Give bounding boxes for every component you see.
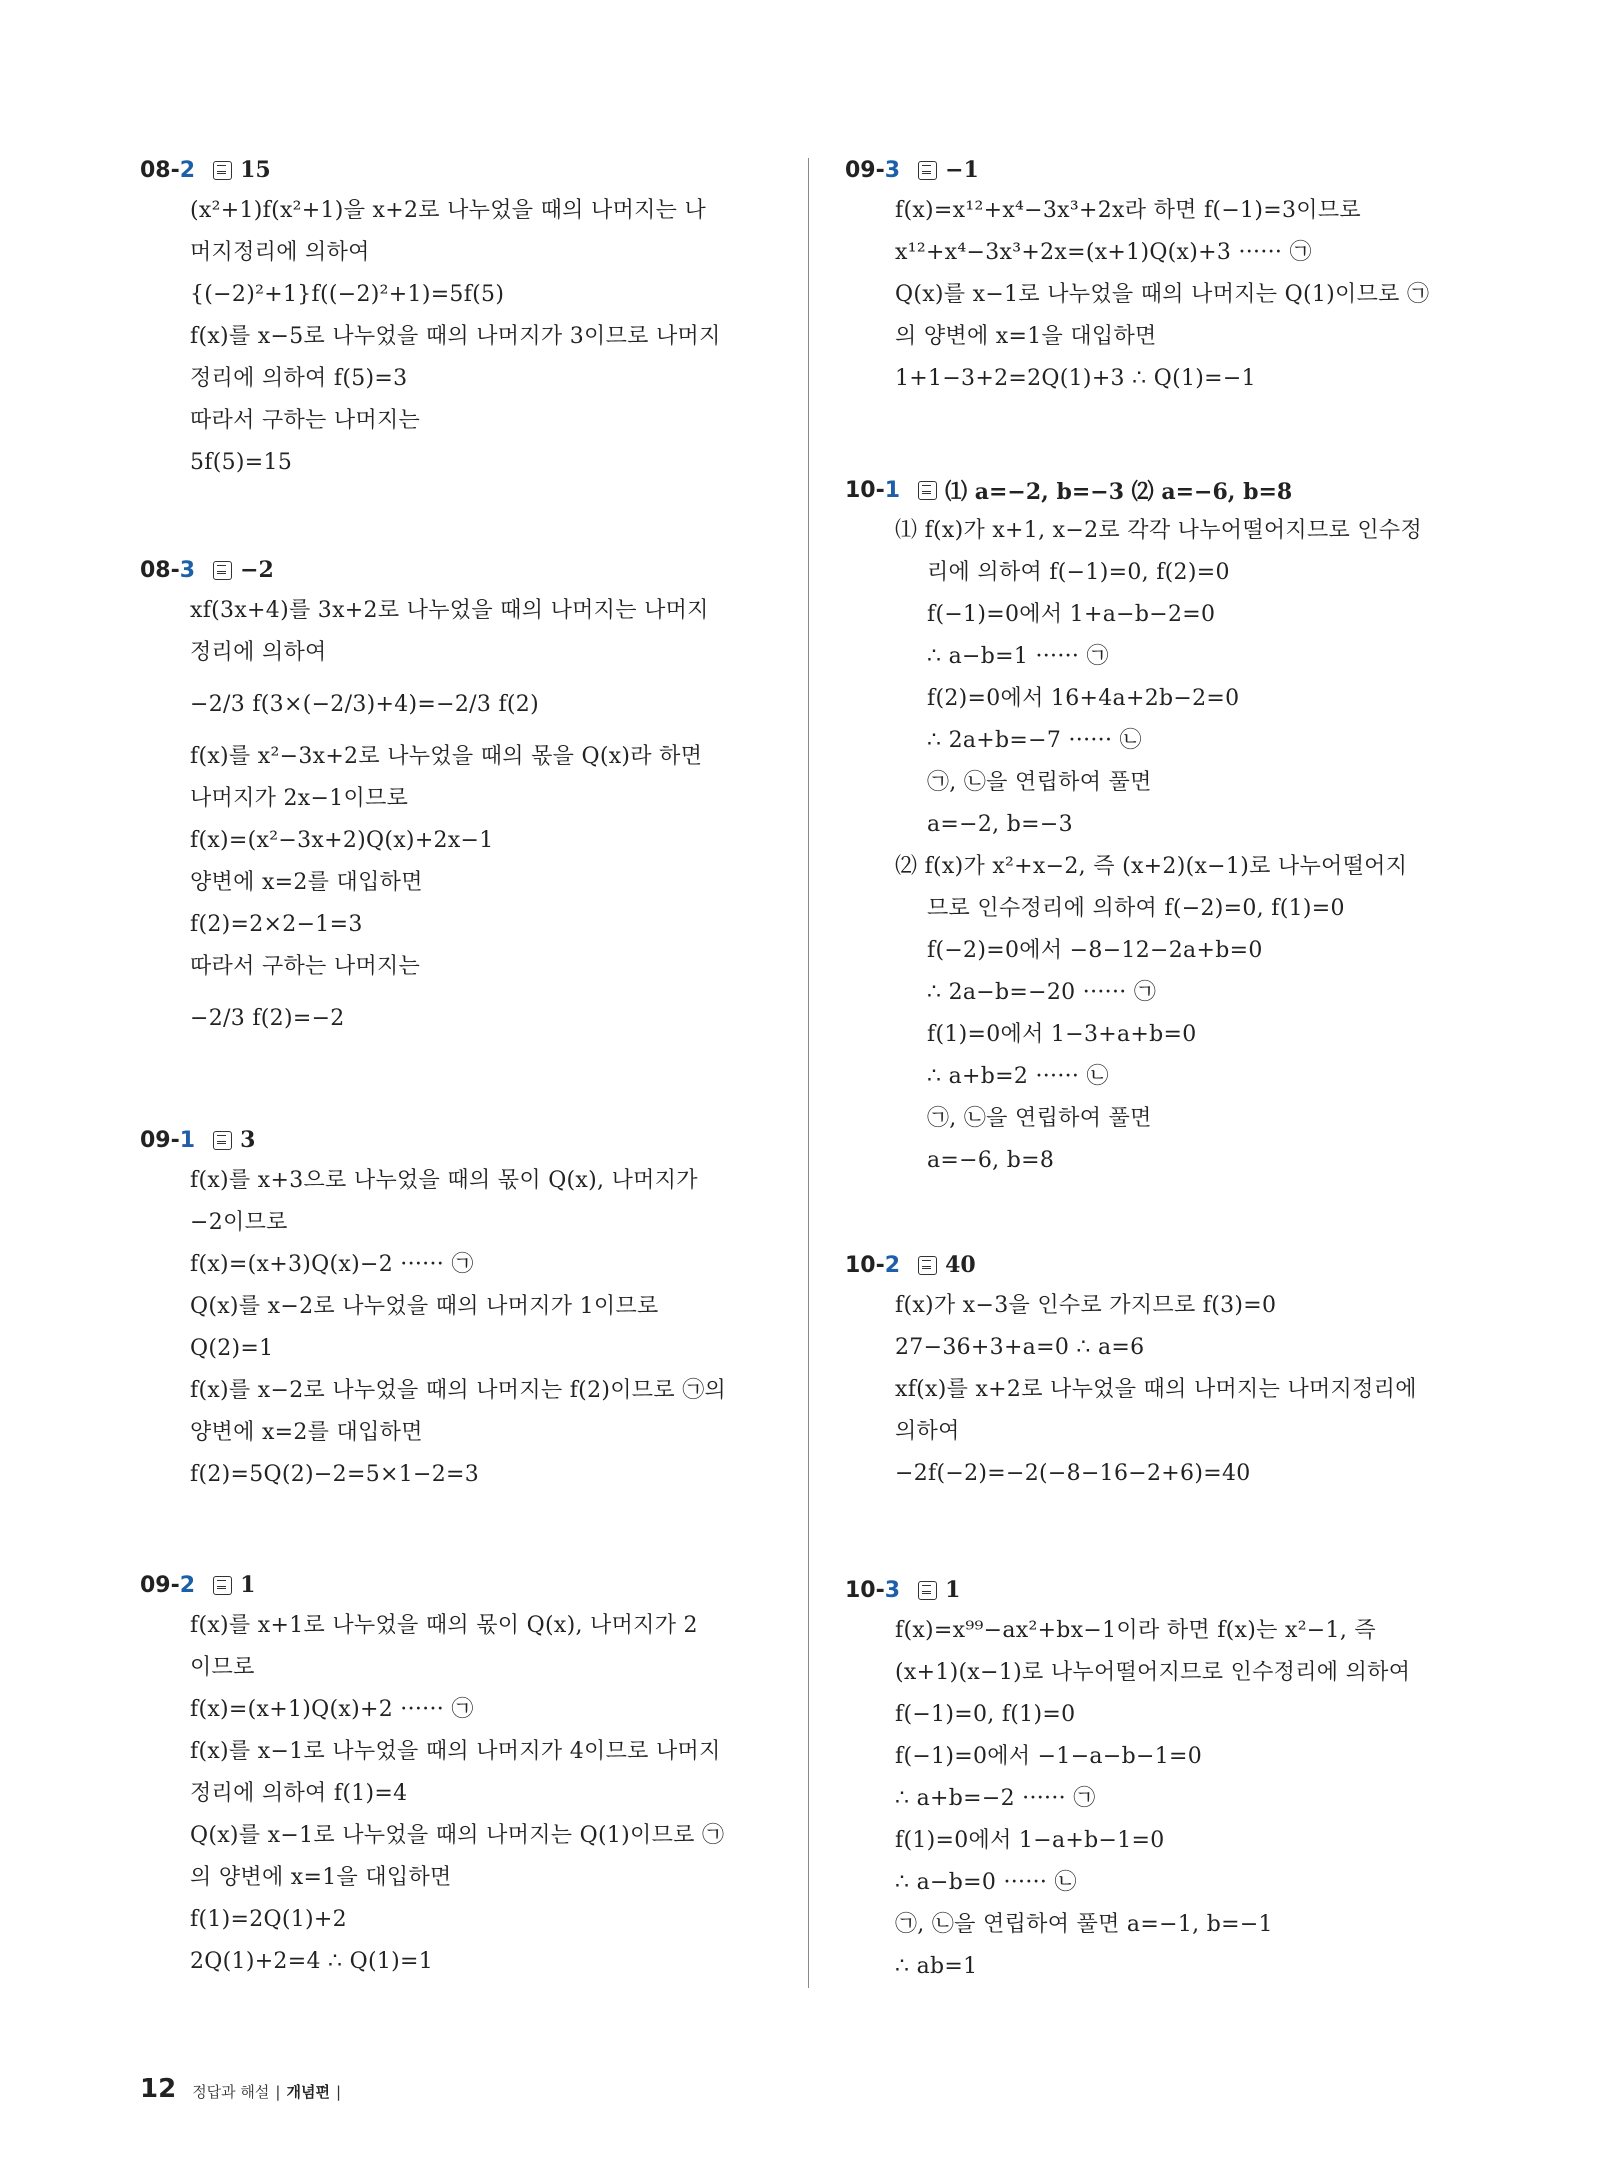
solution-line: a=−6, b=8: [927, 1148, 1055, 1173]
problem-subnumber: 1: [884, 477, 901, 503]
problem-09-2: [140, 1565, 780, 1983]
solution-line: f(1)=0에서 1−a+b−1=0: [895, 1828, 1165, 1853]
answer-icon: [918, 1256, 937, 1275]
answer-value: 15: [240, 157, 271, 183]
solution-line: f(x)=(x+1)Q(x)+2 ······ ㉠: [190, 1697, 474, 1722]
problem-09-1: [140, 1120, 780, 1496]
solution-line: Q(2)=1: [190, 1336, 274, 1361]
problem-header: [845, 1245, 1485, 1285]
solution-line: f(x)=x¹²+x⁴−3x³+2x라 하면 f(−1)=3이므로: [895, 198, 1361, 223]
solution-line: 이므로: [190, 1655, 255, 1680]
solution-line: x¹²+x⁴−3x³+2x=(x+1)Q(x)+3 ······ ㉠: [895, 240, 1312, 265]
solution-line: {(−2)²+1}f((−2)²+1)=5f(5): [190, 282, 505, 307]
solution-line: ⑴ f(x)가 x+1, x−2로 각각 나누어떨어지므로 인수정: [895, 518, 1423, 543]
solution-line: f(1)=0에서 1−3+a+b=0: [927, 1022, 1197, 1047]
solution-line: f(2)=5Q(2)−2=5×1−2=3: [190, 1462, 480, 1487]
footer-separator-end: |: [335, 2083, 342, 2101]
solution-line: 양변에 x=2를 대입하면: [190, 1420, 423, 1445]
solution-line: f(1)=2Q(1)+2: [190, 1907, 347, 1932]
solution-line: −2이므로: [190, 1210, 288, 1235]
problem-header: [140, 1120, 780, 1160]
solution-line: f(x)를 x²−3x+2로 나누었을 때의 몫을 Q(x)라 하면: [190, 744, 703, 769]
solution-line: f(x)를 x−2로 나누었을 때의 나머지는 f(2)이므로 ㉠의: [190, 1378, 727, 1403]
problem-number: 09-: [845, 157, 885, 183]
problem-number: 08-: [140, 157, 180, 183]
answer-value: 3: [240, 1127, 256, 1153]
problem-08-3: [140, 550, 780, 1050]
answer-value: 1: [240, 1572, 256, 1598]
solution-line: ∴ a−b=0 ······ ㉡: [895, 1870, 1077, 1895]
problem-number: 10-: [845, 477, 885, 503]
problem-number: 10-: [845, 1252, 885, 1278]
solution-line: 정리에 의하여 f(5)=3: [190, 366, 408, 391]
solution-line: 따라서 구하는 나머지는: [190, 408, 421, 433]
solution-line: f(x)를 x+1로 나누었을 때의 몫이 Q(x), 나머지가 2: [190, 1613, 698, 1638]
solution-line: a=−2, b=−3: [927, 812, 1073, 837]
problem-10-3: [845, 1570, 1485, 1988]
problem-header: [845, 150, 1485, 190]
solution-line: ⑵ f(x)가 x²+x−2, 즉 (x+2)(x−1)로 나누어떨어지: [895, 854, 1408, 879]
answer-icon: [918, 481, 937, 500]
problem-subnumber: 3: [884, 1577, 901, 1603]
solution-line: ∴ a+b=2 ······ ㉡: [927, 1064, 1109, 1089]
solution-line: xf(3x+4)를 3x+2로 나누었을 때의 나머지는 나머지: [190, 598, 709, 623]
answer-value: 1: [945, 1577, 961, 1603]
solution-line: 나머지가 2x−1이므로: [190, 786, 409, 811]
footer-subtitle: 개념편: [286, 2083, 330, 2101]
solution-line: ∴ 2a−b=−20 ······ ㉠: [927, 980, 1157, 1005]
solution-line: 따라서 구하는 나머지는: [190, 954, 421, 979]
problem-subnumber: 2: [179, 1572, 196, 1598]
solution-line: ㉠, ㉡을 연립하여 풀면: [927, 770, 1152, 795]
problem-number: 09-: [140, 1127, 180, 1153]
answer-icon: [918, 161, 937, 180]
solution-line: (x+1)(x−1)로 나누어떨어지므로 인수정리에 의하여: [895, 1660, 1411, 1685]
solution-line: f(−1)=0, f(1)=0: [895, 1702, 1076, 1727]
problem-08-2: [140, 150, 780, 484]
solution-line: f(x)를 x−1로 나누었을 때의 나머지가 4이므로 나머지: [190, 1739, 721, 1764]
answer-value: ⑴ a=−2, b=−3 ⑵ a=−6, b=8: [945, 478, 1293, 505]
solution-line: ∴ ab=1: [895, 1954, 978, 1979]
solution-line: 정리에 의하여: [190, 640, 327, 665]
solution-line: ㉠, ㉡을 연립하여 풀면: [927, 1106, 1152, 1131]
solution-line: f(x)=(x+3)Q(x)−2 ······ ㉠: [190, 1252, 474, 1277]
solution-line: Q(x)를 x−2로 나누었을 때의 나머지가 1이므로: [190, 1294, 659, 1319]
problem-header: [845, 470, 1485, 510]
column-divider: [808, 158, 809, 1988]
problem-number: 10-: [845, 1577, 885, 1603]
problem-header: [845, 1570, 1485, 1610]
solution-line: f(x)가 x−3을 인수로 가지므로 f(3)=0: [895, 1293, 1277, 1318]
problem-subnumber: 2: [179, 157, 196, 183]
solution-line: −2/3 f(3×(−2/3)+4)=−2/3 f(2): [190, 692, 539, 717]
answer-icon: [213, 161, 232, 180]
solution-line: −2f(−2)=−2(−8−16−2+6)=40: [895, 1461, 1251, 1486]
page-number: 12: [140, 2074, 177, 2104]
solution-line: f(−2)=0에서 −8−12−2a+b=0: [927, 938, 1263, 963]
problem-subnumber: 3: [179, 557, 196, 583]
solution-line: 2Q(1)+2=4 ∴ Q(1)=1: [190, 1949, 434, 1974]
solution-line: 의하여: [895, 1419, 960, 1444]
solution-line: 5f(5)=15: [190, 450, 293, 475]
solution-line: f(2)=0에서 16+4a+2b−2=0: [927, 686, 1240, 711]
problem-subnumber: 1: [179, 1127, 196, 1153]
page-footer: [140, 2074, 347, 2104]
answer-icon: [918, 1581, 937, 1600]
solution-line: ∴ a+b=−2 ······ ㉠: [895, 1786, 1096, 1811]
problem-header: [140, 1565, 780, 1605]
problem-10-2: [845, 1245, 1485, 1495]
answer-icon: [213, 561, 232, 580]
solution-line: f(−1)=0에서 −1−a−b−1=0: [895, 1744, 1203, 1769]
solution-line: Q(x)를 x−1로 나누었을 때의 나머지는 Q(1)이므로 ㉠: [895, 282, 1430, 307]
problem-09-3: [845, 150, 1485, 400]
footer-title: 정답과 해설: [192, 2083, 270, 2101]
solution-line: 의 양변에 x=1을 대입하면: [895, 324, 1157, 349]
answer-value: 40: [945, 1252, 976, 1278]
solution-line: f(x)를 x−5로 나누었을 때의 나머지가 3이므로 나머지: [190, 324, 721, 349]
problem-number: 09-: [140, 1572, 180, 1598]
problem-subnumber: 2: [884, 1252, 901, 1278]
problem-header: [140, 150, 780, 190]
solution-line: f(x)=(x²−3x+2)Q(x)+2x−1: [190, 828, 494, 853]
answer-icon: [213, 1576, 232, 1595]
solution-line: 머지정리에 의하여: [190, 240, 370, 265]
solution-line: 의 양변에 x=1을 대입하면: [190, 1865, 452, 1890]
solution-line: f(−1)=0에서 1+a−b−2=0: [927, 602, 1216, 627]
solution-line: f(2)=2×2−1=3: [190, 912, 363, 937]
footer-separator: |: [275, 2083, 281, 2101]
solution-line: ㉠, ㉡을 연립하여 풀면 a=−1, b=−1: [895, 1912, 1273, 1937]
solution-line: f(x)=x⁹⁹−ax²+bx−1이라 하면 f(x)는 x²−1, 즉: [895, 1618, 1376, 1643]
solution-line: 27−36+3+a=0 ∴ a=6: [895, 1335, 1145, 1360]
answer-value: −1: [945, 157, 979, 183]
answer-icon: [213, 1131, 232, 1150]
solution-line: f(x)를 x+3으로 나누었을 때의 몫이 Q(x), 나머지가: [190, 1168, 698, 1193]
solution-line: Q(x)를 x−1로 나누었을 때의 나머지는 Q(1)이므로 ㉠: [190, 1823, 725, 1848]
problem-subnumber: 3: [884, 157, 901, 183]
solution-line: 리에 의하여 f(−1)=0, f(2)=0: [927, 560, 1230, 585]
solution-line: 양변에 x=2를 대입하면: [190, 870, 423, 895]
solution-line: 므로 인수정리에 의하여 f(−2)=0, f(1)=0: [927, 896, 1345, 921]
solution-line: −2/3 f(2)=−2: [190, 1006, 345, 1031]
solution-line: 1+1−3+2=2Q(1)+3 ∴ Q(1)=−1: [895, 366, 1256, 391]
solution-line: 정리에 의하여 f(1)=4: [190, 1781, 408, 1806]
solution-line: ∴ 2a+b=−7 ······ ㉡: [927, 728, 1142, 753]
answer-value: −2: [240, 557, 274, 583]
solution-line: ∴ a−b=1 ······ ㉠: [927, 644, 1109, 669]
solution-line: (x²+1)f(x²+1)을 x+2로 나누었을 때의 나머지는 나: [190, 198, 707, 223]
solution-line: xf(x)를 x+2로 나누었을 때의 나머지는 나머지정리에: [895, 1377, 1417, 1402]
problem-10-1: [845, 470, 1485, 1182]
problem-header: [140, 550, 780, 590]
problem-number: 08-: [140, 557, 180, 583]
